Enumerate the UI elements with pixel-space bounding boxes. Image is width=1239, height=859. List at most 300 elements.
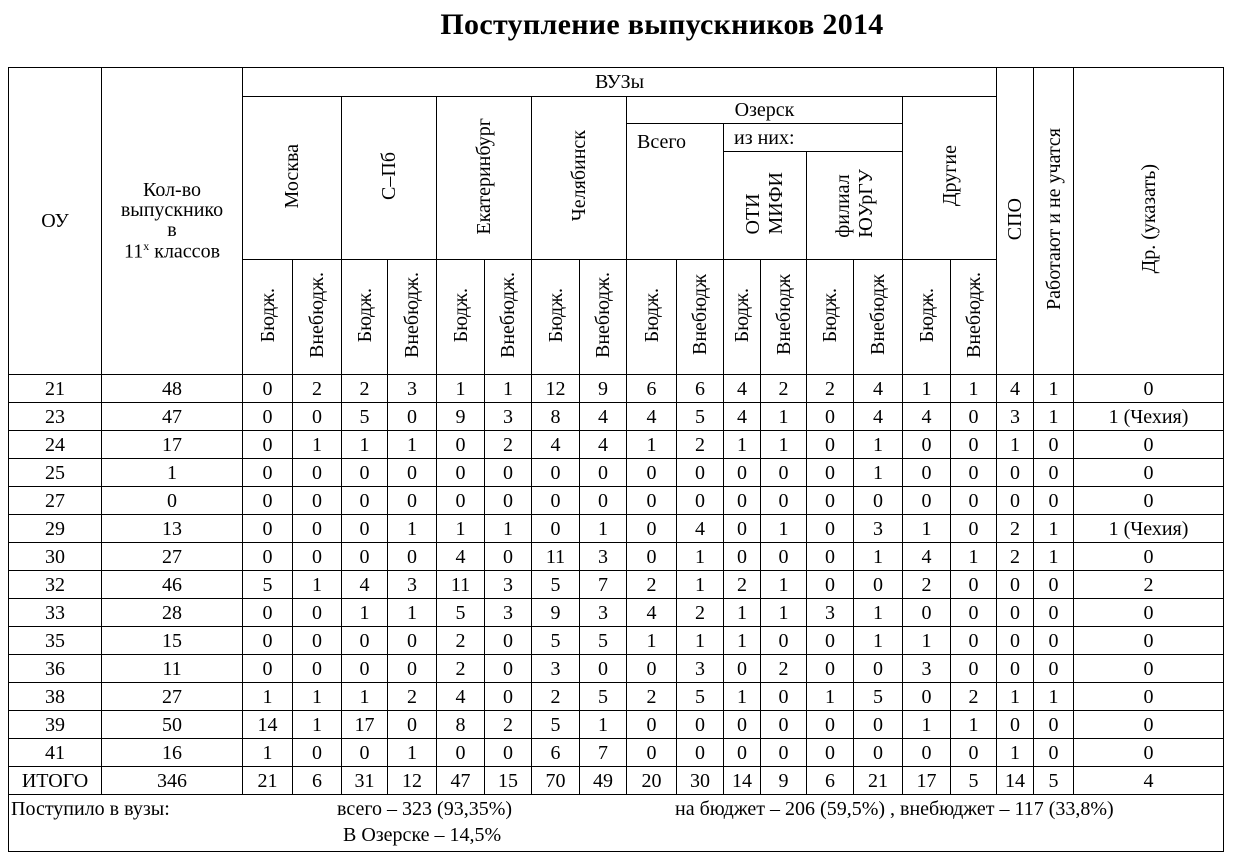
- table-cell: 5: [951, 767, 997, 795]
- table-cell: 0: [243, 431, 293, 459]
- table-cell: 1: [854, 459, 903, 487]
- table-cell: 0: [243, 655, 293, 683]
- table-cell: 11: [532, 543, 580, 571]
- table-cell: 0: [761, 739, 807, 767]
- table-cell: 0: [437, 459, 485, 487]
- table-row: [9, 487, 1224, 515]
- table-cell: 0: [1034, 599, 1074, 627]
- table-cell: 2: [807, 375, 854, 403]
- table-cell: 0: [761, 711, 807, 739]
- table-cell: 1: [580, 515, 627, 543]
- table-cell: 0: [761, 683, 807, 711]
- table-cell: 1: [388, 431, 437, 459]
- header-spb: С–Пб: [342, 97, 437, 260]
- table-cell: 1: [854, 543, 903, 571]
- table-cell: 47: [437, 767, 485, 795]
- table-cell: 0: [1074, 599, 1224, 627]
- sub-nonbudget: Внебюдж.: [580, 260, 627, 375]
- table-cell: 0: [903, 487, 951, 515]
- table-cell: 0: [951, 403, 997, 431]
- table-cell: 0: [677, 487, 724, 515]
- table-cell: 5: [580, 627, 627, 655]
- table-cell: 1: [102, 459, 243, 487]
- table-cell: 2: [437, 655, 485, 683]
- table-cell: 48: [102, 375, 243, 403]
- table-cell: 0: [1034, 459, 1074, 487]
- table-cell: 0: [1034, 431, 1074, 459]
- table-cell: 6: [293, 767, 342, 795]
- table-cell: 4: [903, 403, 951, 431]
- table-cell: 0: [724, 739, 761, 767]
- table-cell: 0: [437, 739, 485, 767]
- header-graduates-count: Кол-во выпускнико в $11^х$ классов: [102, 68, 243, 375]
- table-cell: 0: [997, 655, 1034, 683]
- table-cell: 0: [807, 459, 854, 487]
- table-cell: 0: [903, 683, 951, 711]
- table-cell: 1: [997, 683, 1034, 711]
- table-cell: 0: [951, 571, 997, 599]
- table-cell: 2: [627, 571, 677, 599]
- table-cell: 3: [854, 515, 903, 543]
- sub-nonbudget: Внебюдж: [677, 260, 724, 375]
- table-cell: 0: [854, 739, 903, 767]
- table-cell: 47: [102, 403, 243, 431]
- table-cell: 0: [807, 711, 854, 739]
- table-cell: 0: [1074, 375, 1224, 403]
- table-cell: 0: [388, 627, 437, 655]
- table-cell: 5: [854, 683, 903, 711]
- table-cell: 0: [807, 655, 854, 683]
- table-cell: 2: [532, 683, 580, 711]
- header-chelyabinsk: Челябинск: [532, 97, 627, 260]
- sub-budget: Бюдж.: [437, 260, 485, 375]
- table-cell: ИТОГО: [9, 767, 102, 795]
- table-cell: 1: [761, 515, 807, 543]
- table-cell: 0: [1034, 711, 1074, 739]
- table-cell: 0: [1074, 543, 1224, 571]
- table-cell: 0: [951, 487, 997, 515]
- table-cell: 27: [102, 683, 243, 711]
- table-cell: 0: [854, 487, 903, 515]
- table-cell: 0: [627, 655, 677, 683]
- header-spo: СПО: [997, 68, 1034, 375]
- table-cell: 1: [807, 683, 854, 711]
- table-cell: 0: [342, 515, 388, 543]
- table-cell: 0: [807, 739, 854, 767]
- table-cell: 1: [627, 431, 677, 459]
- table-cell: 29: [9, 515, 102, 543]
- table-cell: 0: [951, 655, 997, 683]
- table-cell: 1: [677, 571, 724, 599]
- table-row: [9, 599, 1224, 627]
- table-cell: 1: [997, 431, 1034, 459]
- table-cell: 15: [102, 627, 243, 655]
- table-cell: 1: [342, 431, 388, 459]
- footer-summary: [9, 795, 1224, 852]
- header-vuzy: ВУЗы: [243, 68, 997, 97]
- table-cell: 3: [485, 571, 532, 599]
- table-cell: 5: [532, 711, 580, 739]
- table-cell: 33: [9, 599, 102, 627]
- table-cell: 1: [437, 515, 485, 543]
- table-cell: 0: [951, 515, 997, 543]
- table-cell: 1: [1034, 375, 1074, 403]
- header-ou: ОУ: [9, 68, 102, 375]
- table-cell: 30: [677, 767, 724, 795]
- table-cell: 3: [677, 655, 724, 683]
- table-cell: 0: [1034, 487, 1074, 515]
- table-cell: 4: [580, 403, 627, 431]
- table-row: [9, 403, 1224, 431]
- table-cell: 1: [951, 375, 997, 403]
- table-cell: 35: [9, 627, 102, 655]
- sub-nonbudget: Внебюдж.: [485, 260, 532, 375]
- table-cell: 0: [1074, 739, 1224, 767]
- table-cell: 3: [807, 599, 854, 627]
- table-cell: 0: [532, 487, 580, 515]
- table-cell: 2: [293, 375, 342, 403]
- table-cell: 1: [724, 599, 761, 627]
- table-cell: 38: [9, 683, 102, 711]
- table-cell: 0: [102, 487, 243, 515]
- table-cell: 17: [102, 431, 243, 459]
- sub-nonbudget: Внебюдж.: [388, 260, 437, 375]
- table-cell: 0: [627, 515, 677, 543]
- table-cell: 0: [761, 543, 807, 571]
- table-cell: 0: [293, 627, 342, 655]
- table-cell: 12: [388, 767, 437, 795]
- table-cell: 5: [342, 403, 388, 431]
- table-cell: 4: [997, 375, 1034, 403]
- table-cell: 0: [724, 459, 761, 487]
- total-row: [9, 767, 1224, 795]
- table-cell: 1: [854, 627, 903, 655]
- table-cell: 9: [580, 375, 627, 403]
- table-cell: 4: [677, 515, 724, 543]
- table-cell: 0: [485, 459, 532, 487]
- table-cell: 0: [1034, 739, 1074, 767]
- table-cell: 2: [724, 571, 761, 599]
- table-row: [9, 543, 1224, 571]
- table-cell: 0: [342, 459, 388, 487]
- table-cell: 0: [677, 711, 724, 739]
- table-cell: 0: [293, 543, 342, 571]
- table-cell: 0: [485, 543, 532, 571]
- table-cell: 6: [807, 767, 854, 795]
- table-row: [9, 431, 1224, 459]
- table-cell: 0: [388, 543, 437, 571]
- sub-budget: Бюдж.: [532, 260, 580, 375]
- table-cell: 1: [293, 571, 342, 599]
- header-oti-mifi: ОТИ МИФИ: [724, 152, 807, 260]
- table-cell: 2: [485, 711, 532, 739]
- table-cell: 46: [102, 571, 243, 599]
- table-cell: 0: [243, 403, 293, 431]
- table-cell: 1: [854, 431, 903, 459]
- table-cell: 27: [9, 487, 102, 515]
- table-cell: 1 (Чехия): [1074, 515, 1224, 543]
- page-title: Поступление выпускников 2014: [440, 8, 884, 41]
- table-cell: 0: [388, 403, 437, 431]
- table-cell: 4: [724, 375, 761, 403]
- table-cell: 0: [903, 599, 951, 627]
- table-cell: 16: [102, 739, 243, 767]
- table-cell: 8: [437, 711, 485, 739]
- table-cell: 1: [677, 543, 724, 571]
- table-cell: 0: [951, 627, 997, 655]
- sub-nonbudget: Внебюдж.: [951, 260, 997, 375]
- table-cell: 28: [102, 599, 243, 627]
- table-cell: 0: [997, 711, 1034, 739]
- sub-budget: Бюдж.: [243, 260, 293, 375]
- table-cell: 1: [1034, 515, 1074, 543]
- table-row: [9, 375, 1224, 403]
- table-cell: 0: [1074, 655, 1224, 683]
- table-cell: 1: [951, 543, 997, 571]
- header-ozersk-total: Всего: [627, 124, 724, 260]
- table-cell: 4: [854, 403, 903, 431]
- table-cell: 4: [437, 683, 485, 711]
- table-row: [9, 571, 1224, 599]
- table-cell: 13: [102, 515, 243, 543]
- table-cell: 5: [580, 683, 627, 711]
- admissions-table: [8, 67, 1224, 852]
- sub-budget: Бюдж.: [342, 260, 388, 375]
- table-cell: 1: [293, 683, 342, 711]
- table-cell: 0: [997, 487, 1034, 515]
- table-cell: 2: [1074, 571, 1224, 599]
- table-cell: 1: [437, 375, 485, 403]
- table-cell: 1: [903, 711, 951, 739]
- sub-nonbudget: Внебюдж.: [293, 260, 342, 375]
- table-cell: 6: [677, 375, 724, 403]
- table-cell: 1: [724, 683, 761, 711]
- table-cell: 3: [903, 655, 951, 683]
- table-cell: 0: [677, 459, 724, 487]
- table-cell: 0: [1074, 431, 1224, 459]
- table-cell: 1 (Чехия): [1074, 403, 1224, 431]
- table-cell: 0: [243, 599, 293, 627]
- table-cell: 3: [485, 403, 532, 431]
- table-cell: 0: [677, 739, 724, 767]
- table-cell: 0: [627, 487, 677, 515]
- table-cell: 1: [388, 515, 437, 543]
- table-cell: 0: [485, 739, 532, 767]
- table-cell: 0: [807, 431, 854, 459]
- sub-budget: Бюдж.: [903, 260, 951, 375]
- table-cell: 1: [903, 627, 951, 655]
- table-cell: 3: [532, 655, 580, 683]
- table-cell: 17: [903, 767, 951, 795]
- table-cell: 12: [532, 375, 580, 403]
- table-cell: 0: [1074, 683, 1224, 711]
- table-cell: 1: [243, 683, 293, 711]
- table-cell: 0: [627, 543, 677, 571]
- table-cell: 0: [293, 599, 342, 627]
- table-cell: 1: [724, 431, 761, 459]
- header-other: Др. (указать): [1074, 68, 1224, 375]
- table-cell: 49: [580, 767, 627, 795]
- table-cell: 0: [724, 487, 761, 515]
- table-cell: 1: [761, 403, 807, 431]
- table-cell: 1: [293, 711, 342, 739]
- table-cell: 39: [9, 711, 102, 739]
- table-cell: 8: [532, 403, 580, 431]
- table-cell: 0: [951, 739, 997, 767]
- table-cell: 0: [807, 515, 854, 543]
- table-cell: 0: [532, 459, 580, 487]
- table-cell: 0: [293, 459, 342, 487]
- table-cell: 0: [854, 571, 903, 599]
- table-cell: 1: [761, 599, 807, 627]
- table-cell: 1: [1034, 683, 1074, 711]
- header-drugie: Другие: [903, 97, 997, 260]
- table-cell: 2: [485, 431, 532, 459]
- table-cell: 0: [807, 571, 854, 599]
- table-cell: 0: [627, 459, 677, 487]
- table-cell: 1: [677, 627, 724, 655]
- table-cell: 3: [997, 403, 1034, 431]
- table-cell: 0: [997, 627, 1034, 655]
- table-cell: 1: [627, 627, 677, 655]
- table-cell: 6: [532, 739, 580, 767]
- table-cell: 0: [243, 515, 293, 543]
- table-cell: 1: [580, 711, 627, 739]
- table-cell: 0: [293, 655, 342, 683]
- table-row: [9, 683, 1224, 711]
- table-cell: 0: [485, 627, 532, 655]
- table-row: [9, 711, 1224, 739]
- table-cell: 21: [9, 375, 102, 403]
- table-row: [9, 459, 1224, 487]
- table-cell: 2: [342, 375, 388, 403]
- table-cell: 25: [9, 459, 102, 487]
- table-cell: 14: [243, 711, 293, 739]
- table-cell: 3: [580, 599, 627, 627]
- table-cell: 0: [951, 599, 997, 627]
- table-cell: 31: [342, 767, 388, 795]
- table-cell: 0: [485, 683, 532, 711]
- sub-budget: Бюдж.: [627, 260, 677, 375]
- table-row: [9, 739, 1224, 767]
- table-cell: 4: [724, 403, 761, 431]
- table-cell: 1: [761, 431, 807, 459]
- table-cell: 0: [342, 655, 388, 683]
- table-cell: 0: [724, 655, 761, 683]
- header-moskva: Москва: [243, 97, 342, 260]
- table-cell: 5: [677, 683, 724, 711]
- table-cell: 0: [761, 459, 807, 487]
- table-cell: 0: [1074, 627, 1224, 655]
- table-cell: 4: [342, 571, 388, 599]
- table-cell: 0: [293, 515, 342, 543]
- table-cell: 0: [724, 711, 761, 739]
- table-cell: 0: [807, 627, 854, 655]
- table-cell: 0: [243, 627, 293, 655]
- sub-nonbudget: Внебюдж: [854, 260, 903, 375]
- table-cell: 9: [761, 767, 807, 795]
- table-cell: 2: [761, 375, 807, 403]
- table-cell: 0: [342, 543, 388, 571]
- table-cell: 1: [903, 515, 951, 543]
- table-cell: 1: [243, 739, 293, 767]
- header-ekaterinburg: Екатеринбург: [437, 97, 532, 260]
- table-cell: 0: [1074, 459, 1224, 487]
- footer-total: всего – 323 (93,35%): [337, 798, 513, 820]
- table-cell: 4: [854, 375, 903, 403]
- table-cell: 2: [677, 431, 724, 459]
- table-cell: 9: [437, 403, 485, 431]
- table-cell: 2: [761, 655, 807, 683]
- table-cell: 0: [342, 739, 388, 767]
- table-cell: 9: [532, 599, 580, 627]
- table-cell: 1: [997, 739, 1034, 767]
- header-working: Работают и не учатся: [1034, 68, 1074, 375]
- table-cell: 0: [1034, 627, 1074, 655]
- table-cell: 1: [724, 627, 761, 655]
- table-cell: 6: [627, 375, 677, 403]
- table-cell: 0: [761, 487, 807, 515]
- table-cell: 5: [532, 627, 580, 655]
- table-cell: 0: [724, 543, 761, 571]
- table-cell: 0: [1074, 487, 1224, 515]
- table-cell: 0: [951, 431, 997, 459]
- sub-budget: Бюдж.: [724, 260, 761, 375]
- table-cell: 5: [1034, 767, 1074, 795]
- table-cell: 4: [627, 403, 677, 431]
- table-cell: 24: [9, 431, 102, 459]
- table-cell: 1: [903, 375, 951, 403]
- table-row: [9, 515, 1224, 543]
- table-cell: 2: [437, 627, 485, 655]
- table-cell: 4: [580, 431, 627, 459]
- table-cell: 0: [627, 711, 677, 739]
- table-cell: 70: [532, 767, 580, 795]
- table-cell: 7: [580, 571, 627, 599]
- footer-label: Поступило в вузы:: [11, 798, 170, 820]
- table-cell: 0: [342, 627, 388, 655]
- table-cell: 23: [9, 403, 102, 431]
- table-cell: 4: [1074, 767, 1224, 795]
- table-cell: 3: [388, 375, 437, 403]
- table-cell: 1: [293, 431, 342, 459]
- table-cell: 21: [854, 767, 903, 795]
- table-cell: 4: [437, 543, 485, 571]
- table-cell: 2: [627, 683, 677, 711]
- table-cell: 0: [724, 515, 761, 543]
- table-cell: 0: [1034, 571, 1074, 599]
- table-cell: 0: [243, 459, 293, 487]
- table-cell: 0: [997, 599, 1034, 627]
- table-cell: 0: [1034, 655, 1074, 683]
- table-cell: 0: [243, 487, 293, 515]
- table-cell: 0: [1074, 711, 1224, 739]
- table-cell: 1: [1034, 403, 1074, 431]
- table-cell: 14: [724, 767, 761, 795]
- table-cell: 5: [677, 403, 724, 431]
- table-cell: 30: [9, 543, 102, 571]
- table-cell: 1: [485, 375, 532, 403]
- table-cell: 0: [437, 431, 485, 459]
- footer-ozersk: В Озерске – 14,5%: [343, 824, 502, 846]
- table-cell: 0: [532, 515, 580, 543]
- table-cell: 5: [437, 599, 485, 627]
- table-cell: 15: [485, 767, 532, 795]
- table-cell: 1: [485, 515, 532, 543]
- table-cell: 0: [388, 459, 437, 487]
- table-cell: 0: [854, 655, 903, 683]
- table-cell: 0: [342, 487, 388, 515]
